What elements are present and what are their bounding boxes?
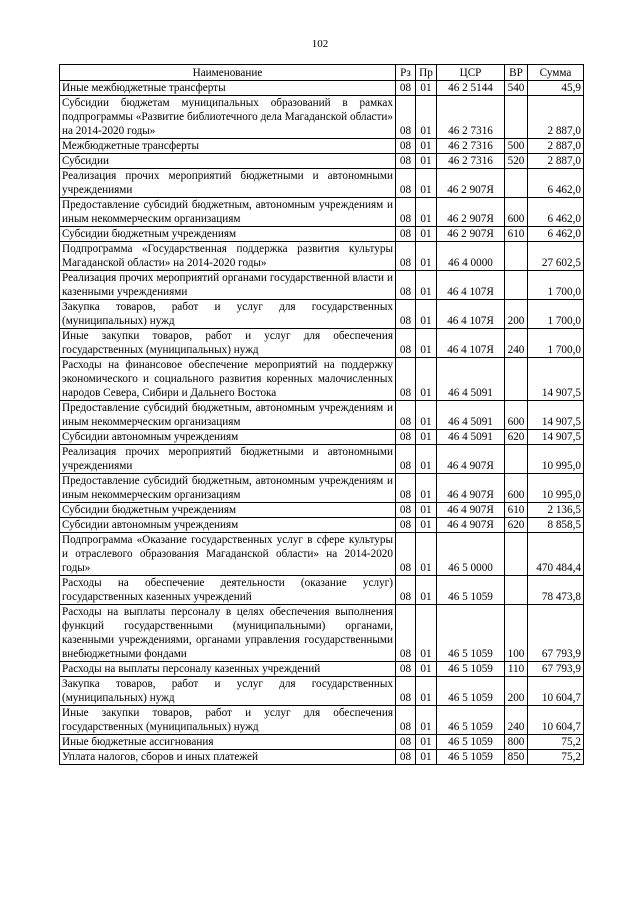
cell-vr: 200 — [505, 300, 528, 329]
cell-rz: 08 — [396, 300, 416, 329]
cell-rz: 08 — [396, 154, 416, 169]
table-row — [60, 198, 584, 227]
cell-csr: 46 5 1059 — [437, 735, 505, 750]
table-row — [60, 154, 584, 169]
cell-sum: 6 462,0 — [528, 227, 584, 242]
table-row — [60, 139, 584, 154]
cell-vr: 610 — [505, 503, 528, 518]
cell-pr: 01 — [416, 750, 437, 765]
cell-name: Предоставление субсидий бюджетным, автономным учреждениям и иным некоммерческим организациям — [60, 474, 396, 503]
cell-csr: 46 4 107Я — [437, 271, 505, 300]
cell-name: Предоставление субсидий бюджетным, автономным учреждениям и иным некоммерческим организациям — [60, 401, 396, 430]
cell-sum: 1 700,0 — [528, 329, 584, 358]
cell-pr: 01 — [416, 198, 437, 227]
cell-vr: 850 — [505, 750, 528, 765]
table-row — [60, 677, 584, 706]
cell-name: Подпрограмма «Государственная поддержка развития культуры Магаданской области» на 2014-2020 годы» — [60, 242, 396, 271]
table-row — [60, 242, 584, 271]
cell-sum: 10 995,0 — [528, 474, 584, 503]
cell-name: Предоставление субсидий бюджетным, автономным учреждениям и иным некоммерческим организациям — [60, 198, 396, 227]
cell-pr: 01 — [416, 518, 437, 533]
cell-pr: 01 — [416, 227, 437, 242]
cell-vr — [505, 271, 528, 300]
cell-rz: 08 — [396, 445, 416, 474]
header-name: Наименование — [60, 65, 396, 81]
cell-sum: 1 700,0 — [528, 271, 584, 300]
cell-name: Расходы на выплаты персоналу казенных учреждений — [60, 662, 396, 677]
cell-sum: 8 858,5 — [528, 518, 584, 533]
table-row — [60, 706, 584, 735]
cell-rz: 08 — [396, 198, 416, 227]
cell-sum: 14 907,5 — [528, 430, 584, 445]
cell-vr: 600 — [505, 401, 528, 430]
cell-vr: 800 — [505, 735, 528, 750]
header-rz: Рз — [396, 65, 416, 81]
cell-csr: 46 5 1059 — [437, 706, 505, 735]
cell-sum: 1 700,0 — [528, 300, 584, 329]
cell-sum: 10 604,7 — [528, 706, 584, 735]
cell-csr: 46 4 907Я — [437, 474, 505, 503]
cell-rz: 08 — [396, 81, 416, 96]
cell-pr: 01 — [416, 96, 437, 139]
cell-pr: 01 — [416, 300, 437, 329]
cell-rz: 08 — [396, 662, 416, 677]
cell-vr: 620 — [505, 518, 528, 533]
table-row — [60, 169, 584, 198]
cell-pr: 01 — [416, 169, 437, 198]
cell-csr: 46 5 1059 — [437, 662, 505, 677]
cell-csr: 46 4 107Я — [437, 300, 505, 329]
table-row — [60, 605, 584, 662]
cell-sum: 10 995,0 — [528, 445, 584, 474]
cell-rz: 08 — [396, 750, 416, 765]
cell-rz: 08 — [396, 706, 416, 735]
cell-sum: 2 887,0 — [528, 96, 584, 139]
cell-csr: 46 5 1059 — [437, 677, 505, 706]
table-row — [60, 518, 584, 533]
cell-name: Реализация прочих мероприятий бюджетными и автономными учреждениями — [60, 169, 396, 198]
cell-csr: 46 4 5091 — [437, 430, 505, 445]
cell-pr: 01 — [416, 735, 437, 750]
cell-pr: 01 — [416, 139, 437, 154]
cell-name: Субсидии автономным учреждениям — [60, 518, 396, 533]
cell-vr: 240 — [505, 329, 528, 358]
cell-name: Субсидии бюджетным учреждениям — [60, 503, 396, 518]
cell-sum: 78 473,8 — [528, 576, 584, 605]
header-pr: Пр — [416, 65, 437, 81]
table-row — [60, 271, 584, 300]
cell-sum: 2 887,0 — [528, 154, 584, 169]
table-row — [60, 662, 584, 677]
cell-csr: 46 2 907Я — [437, 169, 505, 198]
cell-csr: 46 2 7316 — [437, 139, 505, 154]
table-body — [60, 81, 584, 765]
cell-csr: 46 4 0000 — [437, 242, 505, 271]
cell-pr: 01 — [416, 154, 437, 169]
cell-pr: 01 — [416, 242, 437, 271]
cell-sum: 45,9 — [528, 81, 584, 96]
table-row — [60, 533, 584, 576]
cell-rz: 08 — [396, 329, 416, 358]
cell-vr — [505, 242, 528, 271]
cell-rz: 08 — [396, 169, 416, 198]
cell-csr: 46 2 5144 — [437, 81, 505, 96]
table-row — [60, 750, 584, 765]
cell-sum: 75,2 — [528, 750, 584, 765]
cell-rz: 08 — [396, 576, 416, 605]
cell-name: Межбюджетные трансферты — [60, 139, 396, 154]
table-row — [60, 576, 584, 605]
cell-vr: 500 — [505, 139, 528, 154]
cell-vr: 110 — [505, 662, 528, 677]
cell-rz: 08 — [396, 605, 416, 662]
header-vr: ВР — [505, 65, 528, 81]
table-row — [60, 227, 584, 242]
table-row — [60, 358, 584, 401]
cell-pr: 01 — [416, 533, 437, 576]
cell-pr: 01 — [416, 474, 437, 503]
cell-vr — [505, 445, 528, 474]
cell-name: Реализация прочих мероприятий бюджетными и автономными учреждениями — [60, 445, 396, 474]
cell-csr: 46 2 907Я — [437, 227, 505, 242]
cell-sum: 14 907,5 — [528, 358, 584, 401]
cell-name: Иные бюджетные ассигнования — [60, 735, 396, 750]
cell-csr: 46 4 907Я — [437, 445, 505, 474]
cell-sum: 2 136,5 — [528, 503, 584, 518]
cell-rz: 08 — [396, 242, 416, 271]
cell-name: Иные межбюджетные трансферты — [60, 81, 396, 96]
cell-rz: 08 — [396, 735, 416, 750]
cell-vr: 100 — [505, 605, 528, 662]
cell-csr: 46 5 1059 — [437, 750, 505, 765]
cell-rz: 08 — [396, 96, 416, 139]
table-header-row — [60, 65, 584, 81]
cell-pr: 01 — [416, 706, 437, 735]
table-row — [60, 735, 584, 750]
cell-name: Расходы на выплаты персоналу в целях обеспечения выполнения функций государственными (муниципальными) органами, казенными учреждениями, органами управления государственными внебюджетными фондами — [60, 605, 396, 662]
cell-vr: 540 — [505, 81, 528, 96]
cell-name: Иные закупки товаров, работ и услуг для обеспечения государственных (муниципальных) нужд — [60, 706, 396, 735]
budget-table — [59, 64, 584, 765]
cell-rz: 08 — [396, 518, 416, 533]
cell-csr: 46 4 5091 — [437, 401, 505, 430]
cell-rz: 08 — [396, 358, 416, 401]
cell-vr: 600 — [505, 198, 528, 227]
cell-pr: 01 — [416, 677, 437, 706]
cell-name: Иные закупки товаров, работ и услуг для обеспечения государственных (муниципальных) нужд — [60, 329, 396, 358]
page-number: 102 — [311, 38, 329, 50]
cell-rz: 08 — [396, 139, 416, 154]
cell-vr: 200 — [505, 677, 528, 706]
cell-vr — [505, 358, 528, 401]
cell-rz: 08 — [396, 533, 416, 576]
table-row — [60, 430, 584, 445]
cell-sum: 67 793,9 — [528, 662, 584, 677]
cell-name: Закупка товаров, работ и услуг для государственных (муниципальных) нужд — [60, 677, 396, 706]
table-row — [60, 300, 584, 329]
cell-sum: 75,2 — [528, 735, 584, 750]
cell-pr: 01 — [416, 445, 437, 474]
cell-csr: 46 4 907Я — [437, 503, 505, 518]
cell-sum: 14 907,5 — [528, 401, 584, 430]
cell-csr: 46 4 907Я — [437, 518, 505, 533]
cell-rz: 08 — [396, 401, 416, 430]
cell-pr: 01 — [416, 430, 437, 445]
cell-pr: 01 — [416, 271, 437, 300]
cell-csr: 46 5 1059 — [437, 576, 505, 605]
cell-vr — [505, 96, 528, 139]
cell-csr: 46 4 107Я — [437, 329, 505, 358]
cell-vr — [505, 169, 528, 198]
table-row — [60, 445, 584, 474]
cell-pr: 01 — [416, 503, 437, 518]
cell-name: Субсидии бюджетам муниципальных образований в рамках подпрограммы «Развитие библиотечного дела Магаданской области» на 2014-2020 годы» — [60, 96, 396, 139]
cell-name: Субсидии бюджетным учреждениям — [60, 227, 396, 242]
table-row — [60, 474, 584, 503]
cell-rz: 08 — [396, 474, 416, 503]
cell-rz: 08 — [396, 430, 416, 445]
cell-name: Реализация прочих мероприятий органами государственной власти и казенными учреждениями — [60, 271, 396, 300]
cell-vr: 600 — [505, 474, 528, 503]
cell-vr: 520 — [505, 154, 528, 169]
cell-rz: 08 — [396, 227, 416, 242]
cell-pr: 01 — [416, 662, 437, 677]
cell-sum: 27 602,5 — [528, 242, 584, 271]
cell-csr: 46 5 1059 — [437, 605, 505, 662]
cell-sum: 6 462,0 — [528, 198, 584, 227]
cell-name: Закупка товаров, работ и услуг для государственных (муниципальных) нужд — [60, 300, 396, 329]
header-csr: ЦСР — [437, 65, 505, 81]
header-sum: Сумма — [528, 65, 584, 81]
cell-pr: 01 — [416, 329, 437, 358]
cell-sum: 67 793,9 — [528, 605, 584, 662]
cell-name: Расходы на финансовое обеспечение мероприятий на поддержку экономического и социального развития коренных малочисленных народов Севера, Сибири и Дальнего Востока — [60, 358, 396, 401]
cell-pr: 01 — [416, 576, 437, 605]
cell-csr: 46 5 0000 — [437, 533, 505, 576]
cell-name: Субсидии — [60, 154, 396, 169]
cell-csr: 46 2 7316 — [437, 154, 505, 169]
table-row — [60, 81, 584, 96]
cell-sum: 2 887,0 — [528, 139, 584, 154]
cell-pr: 01 — [416, 401, 437, 430]
cell-sum: 470 484,4 — [528, 533, 584, 576]
table-row — [60, 329, 584, 358]
table-row — [60, 96, 584, 139]
cell-csr: 46 2 907Я — [437, 198, 505, 227]
cell-name: Подпрограмма «Оказание государственных услуг в сфере культуры и отраслевого образования Магаданской области» на 2014-2020 годы» — [60, 533, 396, 576]
cell-sum: 10 604,7 — [528, 677, 584, 706]
cell-vr: 240 — [505, 706, 528, 735]
cell-vr: 610 — [505, 227, 528, 242]
cell-name: Расходы на обеспечение деятельности (оказание услуг) государственных казенных учреждений — [60, 576, 396, 605]
cell-vr — [505, 576, 528, 605]
cell-rz: 08 — [396, 503, 416, 518]
cell-csr: 46 2 7316 — [437, 96, 505, 139]
cell-name: Субсидии автономным учреждениям — [60, 430, 396, 445]
cell-pr: 01 — [416, 605, 437, 662]
cell-rz: 08 — [396, 271, 416, 300]
table-row — [60, 401, 584, 430]
cell-rz: 08 — [396, 677, 416, 706]
cell-pr: 01 — [416, 81, 437, 96]
table-row — [60, 503, 584, 518]
cell-name: Уплата налогов, сборов и иных платежей — [60, 750, 396, 765]
cell-sum: 6 462,0 — [528, 169, 584, 198]
cell-csr: 46 4 5091 — [437, 358, 505, 401]
cell-vr — [505, 533, 528, 576]
cell-vr: 620 — [505, 430, 528, 445]
cell-pr: 01 — [416, 358, 437, 401]
